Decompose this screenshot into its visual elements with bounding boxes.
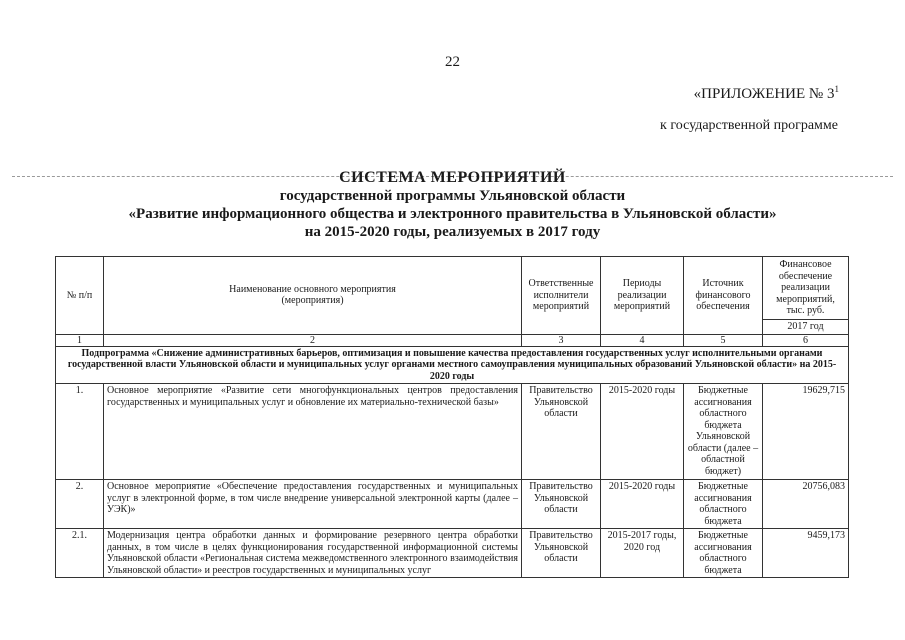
appendix-superscript: 1 (834, 84, 839, 94)
document-heading-line3: на 2015-2020 годы, реализуемых в 2017 году (304, 224, 601, 240)
appendix-title-text: «ПРИЛОЖЕНИЕ № 3 (693, 86, 835, 102)
document-heading-line1: государственной программы Ульяновской области (279, 188, 626, 204)
row-executor: Правительство Ульяновской области (522, 529, 601, 578)
row-period: 2015-2020 годы (601, 384, 684, 480)
row-amount: 19629,715 (763, 384, 849, 480)
row-executor: Правительство Ульяновской области (522, 384, 601, 480)
row-source: Бюджетные ассигнования областного бюджета (684, 480, 763, 529)
column-index: 4 (601, 334, 684, 346)
document-heading (0, 168, 905, 241)
row-name: Основное мероприятие «Развитие сети многофункциональных центров предоставления государственных и муниципальных услуг и обновление их материально-технической базы» (104, 384, 522, 480)
header-year: 2017 год (763, 320, 849, 335)
row-period: 2015-2020 годы (601, 480, 684, 529)
table-header-row (56, 257, 849, 320)
subprogram-row (56, 346, 849, 384)
document-title: СИСТЕМА МЕРОПРИЯТИЙ (339, 169, 566, 186)
row-source: Бюджетные ассигнования областного бюджета (684, 529, 763, 578)
events-table (55, 256, 849, 578)
page-number: 22 (445, 54, 460, 70)
document-heading-line2: «Развитие информационного общества и электронного правительства в Ульяновской области» (128, 206, 777, 222)
row-amount: 9459,173 (763, 529, 849, 578)
table-row (56, 529, 849, 578)
header-executors: Ответственные исполнители мероприятий (522, 257, 601, 335)
row-num: 2.1. (56, 529, 104, 578)
row-executor: Правительство Ульяновской области (522, 480, 601, 529)
column-index: 1 (56, 334, 104, 346)
column-index-row (56, 334, 849, 346)
row-source: Бюджетные ассигнования областного бюджета Ульяновской области (далее – областной бюджет) (684, 384, 763, 480)
header-finance: Финансовое обеспечение реализации мероприятий, тыс. руб. (763, 257, 849, 320)
header-periods: Периоды реализации мероприятий (601, 257, 684, 335)
header-num: № п/п (56, 257, 104, 335)
subprogram-title: Подпрограмма «Снижение административных барьеров, оптимизация и повышение качества предоставления государственных услуг исполнительными органами государственной власти Ульяновской области и муниципальных услуг органами местного самоуправления муниципальных образований Ульяновской области» на 2015-2020 годы (56, 346, 849, 384)
column-index: 5 (684, 334, 763, 346)
column-index: 2 (104, 334, 522, 346)
column-index: 6 (763, 334, 849, 346)
column-index: 3 (522, 334, 601, 346)
row-name: Основное мероприятие «Обеспечение предоставления государственных и муниципальных услуг в электронной форме, в том числе внедрение универсальной электронной карты (далее – УЭК)» (104, 480, 522, 529)
row-num: 1. (56, 384, 104, 480)
appendix-title (694, 84, 839, 103)
row-amount: 20756,083 (763, 480, 849, 529)
row-num: 2. (56, 480, 104, 529)
row-period: 2015-2017 годы, 2020 год (601, 529, 684, 578)
header-name: Наименование основного мероприятия (мероприятия) (104, 257, 522, 335)
header-source: Источник финансового обеспечения (684, 257, 763, 335)
table-row (56, 384, 849, 480)
appendix-subtitle: к государственной программе (660, 118, 838, 133)
table-row (56, 480, 849, 529)
row-name: Модернизация центра обработки данных и формирование резервного центра обработки данных, в том числе в целях функционирования государственной информационной системы Ульяновской области «Региональная система межведомственного электронного взаимодействия Ульяновской области» и реестров государственных и муниципальных услуг (104, 529, 522, 578)
